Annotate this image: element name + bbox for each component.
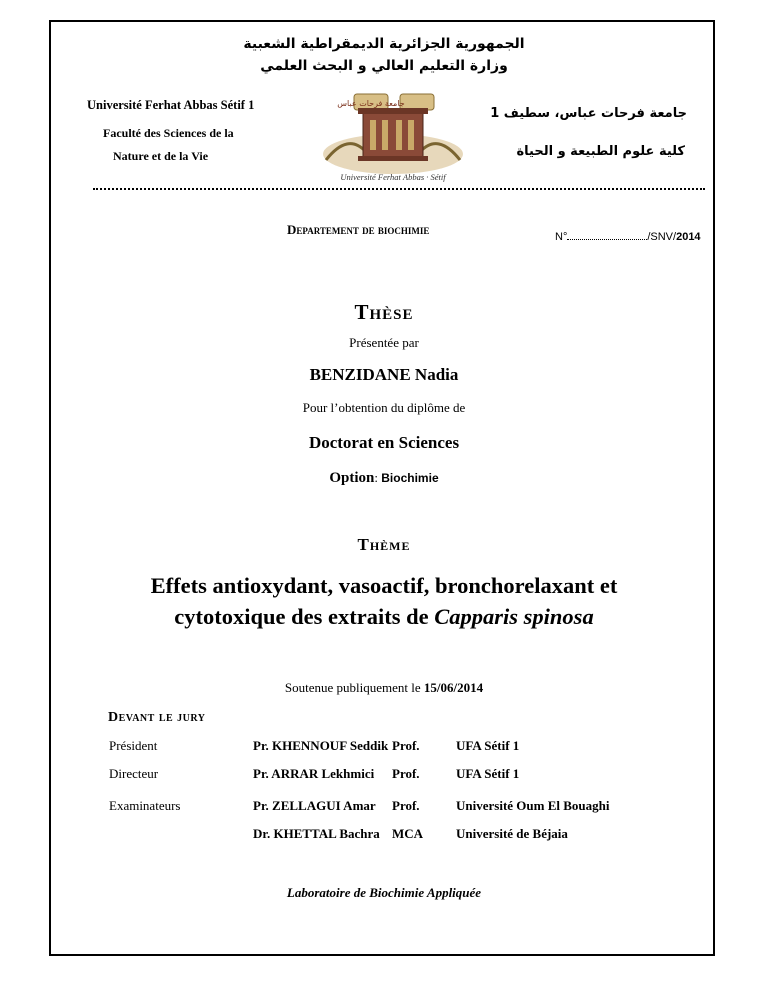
thesis-number-blank xyxy=(567,239,647,240)
jury-row-president xyxy=(109,738,610,766)
jury-institution: UFA Sétif 1 xyxy=(456,738,520,753)
university-name-ar: جامعة فرحات عباس، سطيف 1 xyxy=(490,106,687,121)
lab-name: Laboratoire de Biochimie Appliquée xyxy=(286,885,482,900)
republic-title-ar: الجمهورية الجزائرية الديمقراطية الشعبية xyxy=(243,36,525,52)
defense-date: 15/06/2014 xyxy=(423,680,484,695)
jury-heading: Devant le jury xyxy=(108,710,206,725)
jury-table xyxy=(109,738,610,854)
jury-name: Pr. ARRAR Lekhmici xyxy=(253,766,375,781)
thesis-label: Thèse xyxy=(354,300,414,324)
jury-grade: Prof. xyxy=(392,738,420,753)
thesis-title-line2-text: cytotoxique des extraits de xyxy=(174,604,435,629)
option-label: Option xyxy=(329,470,375,486)
jury-row-examiner-1 xyxy=(109,798,610,826)
presented-by: Présentée par xyxy=(349,335,419,350)
thesis-number-prefix: N° xyxy=(555,231,568,243)
header-separator xyxy=(93,188,705,190)
author-name: BENZIDANE Nadia xyxy=(309,365,459,384)
option-sep: : xyxy=(374,470,382,485)
university-name-fr: Université Ferhat Abbas Sétif 1 xyxy=(87,98,255,112)
degree-title: Doctorat en Sciences xyxy=(308,433,460,452)
jury-role: Examinateurs xyxy=(109,798,181,813)
faculty-name-fr-2: Nature et de la Vie xyxy=(113,149,209,163)
defense-line xyxy=(0,680,768,696)
department-label: Departement de biochimie xyxy=(287,222,430,237)
jury-institution: Université Oum El Bouaghi xyxy=(456,798,610,813)
jury-row-director xyxy=(109,766,610,798)
jury-name: Pr. KHENNOUF Seddik xyxy=(253,738,389,753)
jury-role: Président xyxy=(109,738,158,753)
option-value: Biochimie xyxy=(381,471,439,485)
thesis-title-line2 xyxy=(0,604,768,630)
thesis-number xyxy=(555,231,701,243)
jury-name: Dr. KHETTAL Bachra xyxy=(253,826,380,841)
jury-role: Directeur xyxy=(109,766,159,781)
thesis-number-suffix: /SNV/ xyxy=(647,231,677,243)
obtention-text: Pour l’obtention du diplôme de xyxy=(302,400,466,415)
defense-text: Soutenue publiquement le xyxy=(284,680,424,695)
option-line xyxy=(0,469,768,487)
theme-label: Thème xyxy=(357,535,411,554)
jury-name: Pr. ZELLAGUI Amar xyxy=(253,798,376,813)
jury-institution: Université de Béjaia xyxy=(456,826,568,841)
species-name: Capparis spinosa xyxy=(434,604,594,629)
jury-institution: UFA Sétif 1 xyxy=(456,766,520,781)
thesis-number-year: 2014 xyxy=(676,231,701,243)
logo-text-ar: جامعة فرحات عباس xyxy=(337,99,405,108)
jury-grade: Prof. xyxy=(392,798,420,813)
ministry-title-ar: وزارة التعليم العالي و البحث العلمي xyxy=(260,58,508,74)
jury-grade: Prof. xyxy=(392,766,420,781)
jury-role xyxy=(109,826,253,854)
faculty-name-fr-1: Faculté des Sciences de la xyxy=(103,126,234,140)
jury-grade: MCA xyxy=(392,826,424,841)
faculty-name-ar: كلية علوم الطبيعة و الحياة xyxy=(516,144,685,159)
jury-row-examiner-2 xyxy=(109,826,610,854)
university-logo xyxy=(318,82,468,186)
thesis-title-line1: Effets antioxydant, vasoactif, bronchorelaxant et xyxy=(150,573,618,598)
logo-caption: Université Ferhat Abbas · Sétif xyxy=(340,172,446,182)
